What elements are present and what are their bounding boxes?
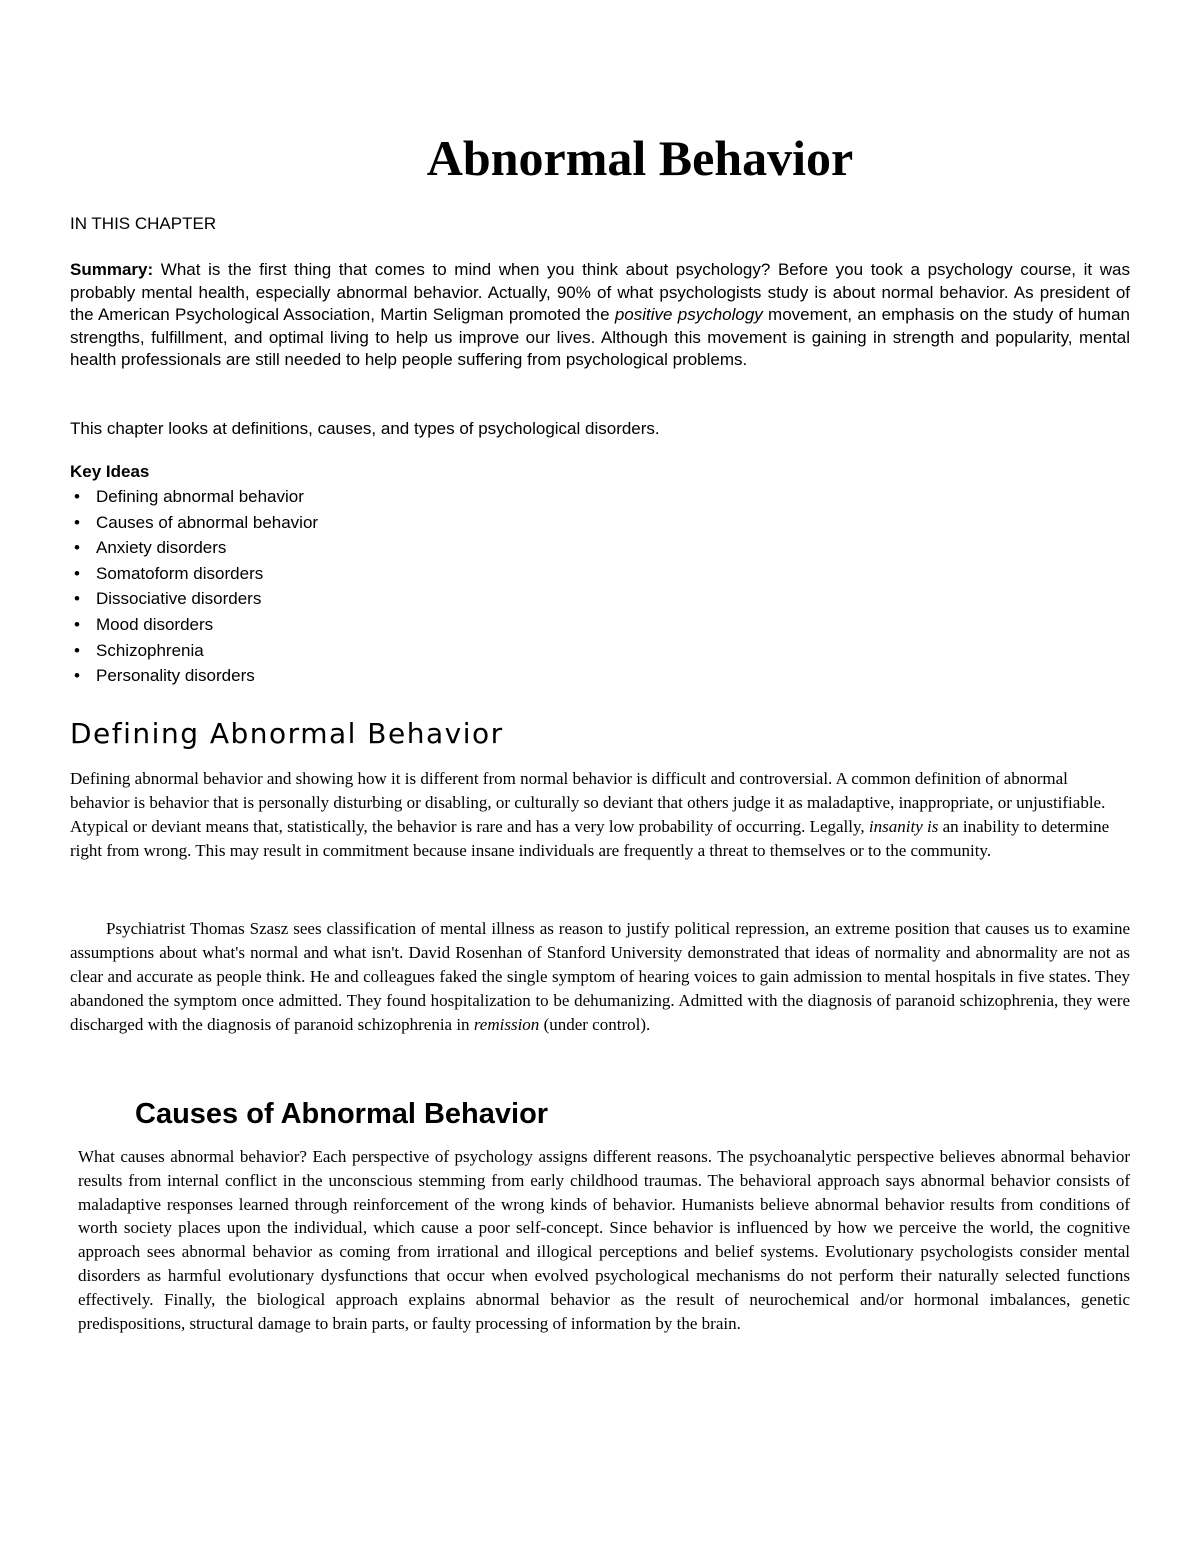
defining-paragraph-2 <box>70 917 1130 1037</box>
chapter-intro-line: This chapter looks at definitions, causes, and types of psychological disorders. <box>70 419 660 438</box>
list-item <box>70 486 318 512</box>
bullet-icon: • <box>74 512 80 532</box>
summary-text-2: movement, an emphasis on the study of human strengths, fulfillment, and optimal living to help us improve our lives. Although this movement is gaining in strength and popularity, mental health professionals are still needed to help people suffering from psychological problems. <box>70 305 1130 370</box>
list-item-label: Mood disorders <box>96 614 214 634</box>
list-item <box>70 614 318 640</box>
list-item-label: Anxiety disorders <box>96 538 227 558</box>
list-item-label: Defining abnormal behavior <box>96 487 304 506</box>
list-item <box>70 588 318 614</box>
list-item-label: Somatoform disorders <box>96 563 264 583</box>
document-title: Abnormal Behavior <box>426 130 854 186</box>
defining-p1-text-1: Defining abnormal behavior and showing how it is different from normal behavior is difficult and controversial. A common definition of abnormal behavior is behavior that is personally disturbing or disabling, or culturally so deviant that others judge it as maladaptive, inappropriate, or unjustifiable. Atypical or deviant means that, statistically, the behavior is rare and has a very low probability of occurring. Legally, <box>70 769 1106 836</box>
chapter-label: IN THIS CHAPTER <box>70 214 217 233</box>
defining-paragraph-1 <box>70 767 1130 863</box>
list-item-label: Causes of abnormal behavior <box>96 512 319 532</box>
defining-p2-text-1: Psychiatrist Thomas Szasz sees classification of mental illness as reason to justify political repression, an extreme position that causes us to examine assumptions about what's normal and what isn't. David Rosenhan of Stanford University demonstrated that ideas of normality and abnormality are not as clear and accurate as people think. He and colleagues faked the single symptom of hearing voices to gain admission to mental hospitals in five states. They abandoned the symptom once admitted. They found hospitalization to be dehumanizing. Admitted with the diagnosis of paranoid schizophrenia, they were discharged with the diagnosis of paranoid schizophrenia in <box>70 919 1130 1034</box>
defining-p2-text-2: (under control). <box>539 1015 651 1034</box>
summary-label: Summary: <box>70 260 154 279</box>
defining-p2-italic: remission <box>473 1015 540 1034</box>
defining-p1-italic: insanity is <box>868 817 939 836</box>
summary-paragraph <box>70 259 1130 372</box>
key-ideas-heading: Key Ideas <box>70 462 150 481</box>
list-item-label: Dissociative disorders <box>96 589 262 609</box>
list-item <box>70 537 318 563</box>
list-item <box>70 512 318 538</box>
bullet-icon: • <box>74 563 80 583</box>
causes-paragraph: What causes abnormal behavior? Each perspective of psychology assigns different reasons. The psychoanalytic perspective believes abnormal behavior results from internal conflict in the unconscious stemming from early childhood traumas. The behavioral approach says abnormal behavior consists of maladaptive responses learned through reinforcement of the wrong kinds of behavior. Humanists believe abnormal behavior results from conditions of worth society places upon the individual, which cause a poor self-concept. Since behavior is influenced by how we perceive the world, the cognitive approach sees abnormal behavior as coming from irrational and illogical perceptions and belief systems. Evolutionary psychologists consider mental disorders as harmful evolutionary dysfunctions that occur when evolved psychological mechanisms do not perform their naturally selected functions effectively. Finally, the biological approach explains abnormal behavior as the result of neurochemical and/or hormonal imbalances, genetic predispositions, structural damage to brain parts, or faulty processing of information by the brain. <box>78 1147 1130 1333</box>
section-heading-causes: Causes of Abnormal Behavior <box>135 1098 549 1130</box>
list-item <box>70 665 318 691</box>
bullet-icon: • <box>74 614 80 634</box>
list-item <box>70 640 318 666</box>
section-heading-defining: Defining Abnormal Behavior <box>70 717 504 750</box>
defining-p1-text-2: an inability to determine right from wrong. This may result in commitment because insane individuals are frequently a threat to themselves or to the community. <box>70 817 1110 860</box>
summary-text-1: What is the first thing that comes to mind when you think about psychology? Before you took a psychology course, it was probably mental health, especially abnormal behavior. Actually, 90% of what psychologists study is about normal behavior. As president of the American Psychological Association, Martin Seligman promoted the <box>70 260 1130 325</box>
list-item-label: Schizophrenia <box>96 640 204 660</box>
key-ideas-list <box>70 486 318 691</box>
bullet-icon: • <box>74 640 80 660</box>
summary-italic-term: positive psychology <box>614 305 763 325</box>
bullet-icon: • <box>74 538 80 558</box>
bullet-icon: • <box>74 487 80 506</box>
bullet-icon: • <box>74 666 80 686</box>
bullet-icon: • <box>74 589 80 609</box>
list-item-label: Personality disorders <box>96 666 255 686</box>
list-item <box>70 563 318 589</box>
